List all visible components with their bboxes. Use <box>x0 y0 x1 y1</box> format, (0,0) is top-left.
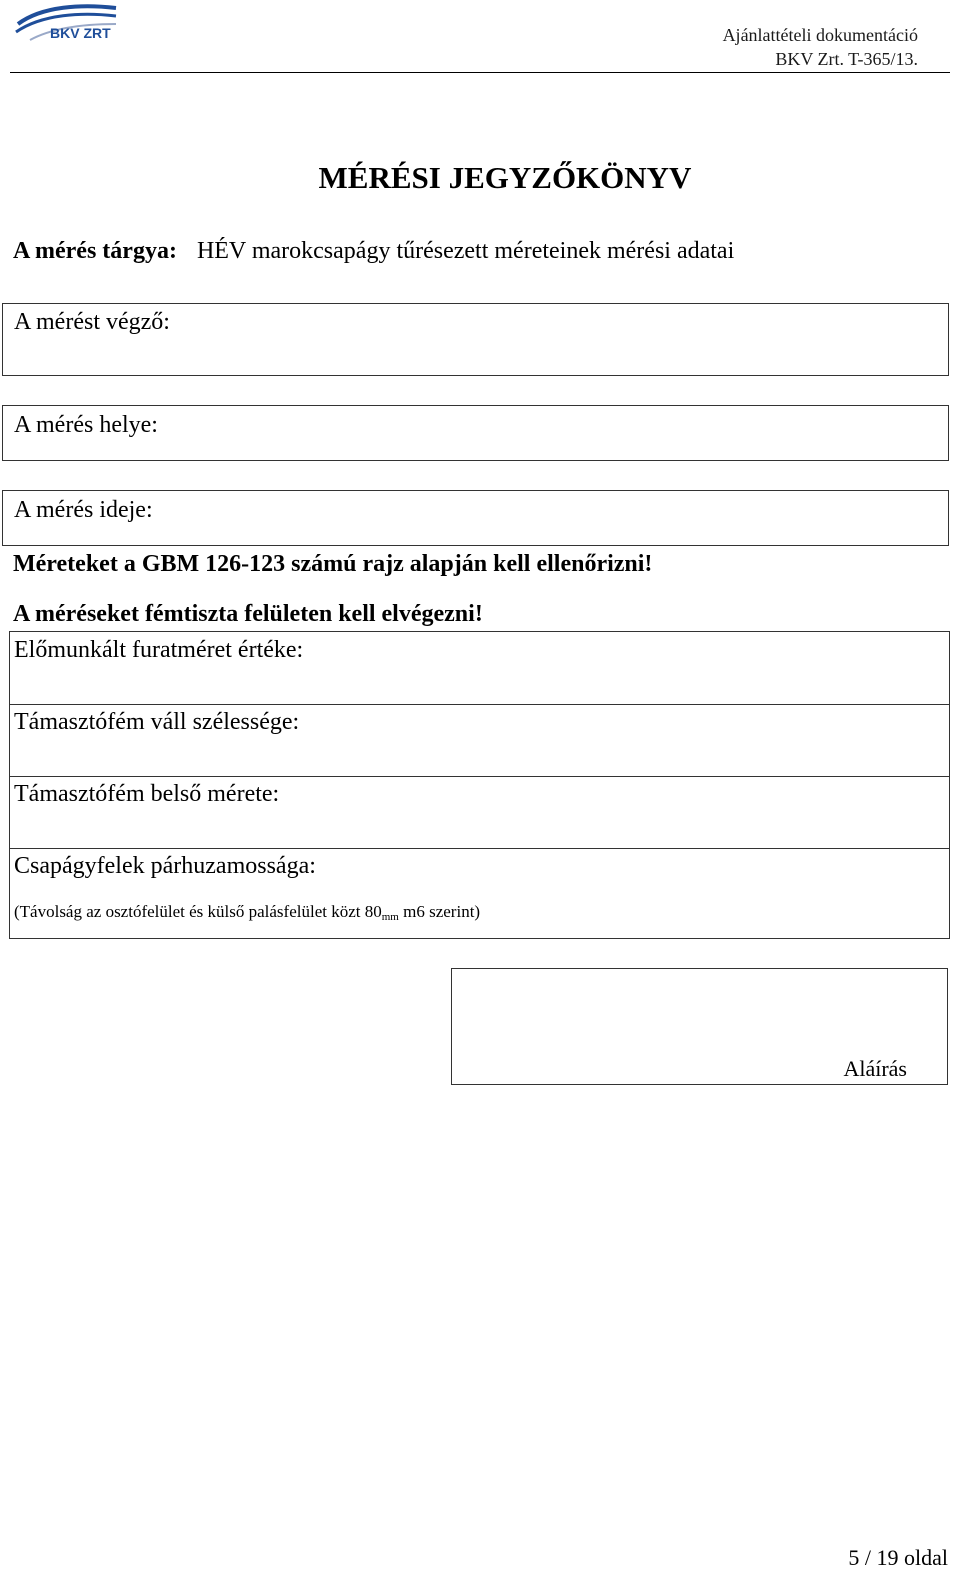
signature-box[interactable] <box>451 968 948 1085</box>
bkv-logo <box>12 2 122 42</box>
logo-text: BKV ZRT <box>50 25 111 41</box>
performer-box[interactable] <box>2 303 949 376</box>
place-box[interactable] <box>2 405 949 461</box>
parallel-note-suffix: m6 szerint) <box>398 902 481 921</box>
parallel-note-unit: mm <box>381 911 399 923</box>
measurement-label-inner: Támasztófém belső mérete: <box>14 781 280 807</box>
note-surface: A méréseket fémtiszta felületen kell elvégezni! <box>13 601 483 627</box>
header-doc-ref: BKV Zrt. T-365/13. <box>775 49 918 69</box>
subject-value: HÉV marokcsapágy tűrésezett méreteinek mérési adatai <box>196 238 735 264</box>
measurement-label-bore: Előmunkált furatméret értéke: <box>14 637 304 663</box>
header-rule <box>10 72 950 73</box>
measurement-label-shoulder: Támasztófém váll szélessége: <box>14 709 300 735</box>
note-drawing: Méreteket a GBM 126-123 számú rajz alapján kell ellenőrizni! <box>13 551 653 577</box>
measurement-row-parallel[interactable] <box>10 848 949 938</box>
measurements-table <box>9 631 950 939</box>
performer-label: A mérést végző: <box>14 309 170 335</box>
header-doc-type: Ajánlattételi dokumentáció <box>722 25 918 45</box>
measurement-row-inner[interactable] <box>10 776 949 848</box>
parallel-note-text: (Távolság az osztófelület és külső palásfelület közt 80 <box>14 902 382 921</box>
measurement-row-bore[interactable] <box>10 632 949 704</box>
subject-line <box>13 238 734 265</box>
time-box[interactable] <box>2 490 949 546</box>
signature-label: Aláírás <box>843 1056 907 1081</box>
measurement-row-shoulder[interactable] <box>10 704 949 776</box>
time-label: A mérés ideje: <box>14 497 153 523</box>
measurement-label-parallel: Csapágyfelek párhuzamossága: <box>14 853 316 879</box>
place-label: A mérés helye: <box>14 412 158 438</box>
parallel-note <box>14 902 480 923</box>
subject-label: A mérés tárgya: <box>13 238 177 264</box>
page-number: 5 / 19 oldal <box>848 1545 948 1570</box>
page-title: MÉRÉSI JEGYZŐKÖNYV <box>318 160 692 195</box>
